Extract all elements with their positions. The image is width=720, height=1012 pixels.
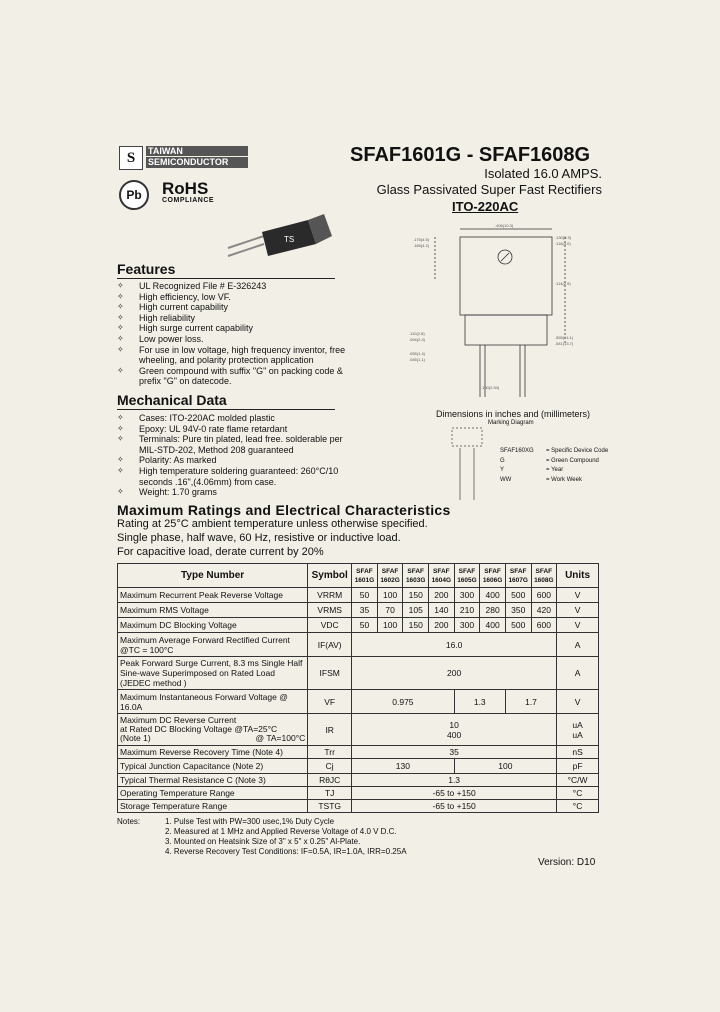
condition-text: For capacitive load, derate current by 20% xyxy=(117,546,324,558)
note-item: 1. Pulse Test with PW=300 usec,1% Duty Cycle xyxy=(165,817,335,826)
condition-text: Single phase, half wave, 60 Hz, resistive or inductive load. xyxy=(117,532,401,544)
header-type-number: Type Number xyxy=(118,564,308,588)
header-symbol: Symbol xyxy=(308,564,352,588)
note-item: 3. Mounted on Heatsink Size of 3" x 5" x 0.25" Al-Plate. xyxy=(165,837,361,846)
dimension-caption: Dimensions in inches and (millimeters) xyxy=(436,409,591,419)
table-row: Typical Thermal Resistance C (Note 3) RθJC 1.3 °C/W xyxy=(118,774,599,787)
table-row: Typical Junction Capacitance (Note 2) Cj 130 100 pF xyxy=(118,759,599,774)
svg-text:.100(2.54): .100(2.54) xyxy=(481,385,500,390)
svg-text:.114(2.9): .114(2.9) xyxy=(555,281,571,286)
list-item: ✧ Terminals: Pure tin plated, lead free. solderable per MIL-STD-202, Method 208 guaranteed xyxy=(117,434,357,455)
table-row: Maximum Recurrent Peak Reverse Voltage VRRM 50 100 150 200 300 400 500 600 V xyxy=(118,588,599,603)
svg-text:.406(10.3): .406(10.3) xyxy=(495,223,514,228)
brand-line1: TAIWAN xyxy=(146,146,248,156)
header-part: SFAF 1608G xyxy=(531,564,557,588)
list-item: ✧ High surge current capability xyxy=(117,323,357,334)
pb-free-icon: Pb xyxy=(119,180,149,210)
header-part: SFAF 1603G xyxy=(403,564,429,588)
rohs-title: RoHS xyxy=(162,179,209,198)
marking-row: Y = Year xyxy=(500,467,564,473)
list-item: ✧ Cases: ITO-220AC molded plastic xyxy=(117,413,357,424)
marking-row: SFAF160XG = Specific Device Code xyxy=(500,448,609,454)
marking-row: G = Green Compound xyxy=(500,457,599,464)
table-row: Maximum RMS Voltage VRMS 35 70 105 140 210 280 350 420 V xyxy=(118,603,599,618)
version-label: Version: D10 xyxy=(538,857,596,868)
part-range-title: SFAF1601G - SFAF1608G xyxy=(350,144,591,166)
header-part: SFAF 1604G xyxy=(429,564,455,588)
mechanical-list xyxy=(117,413,357,498)
brand-logo-icon: S xyxy=(119,146,143,170)
header-part: SFAF 1606G xyxy=(480,564,506,588)
table-row: Storage Temperature Range TSTG -65 to +150 °C xyxy=(118,800,599,813)
table-row: Maximum DC Blocking Voltage VDC 50 100 150 200 300 400 500 600 V xyxy=(118,618,599,633)
svg-text:.110(2.8): .110(2.8) xyxy=(409,331,425,336)
brand-line2: SEMICONDUCTOR xyxy=(146,157,248,168)
header-part: SFAF 1605G xyxy=(454,564,480,588)
svg-text:TS: TS xyxy=(284,235,295,244)
package-name: ITO-220AC xyxy=(452,199,519,214)
list-item: ✧ For use in low voltage, high frequency inventor, free wheeling, and polarity protection application xyxy=(117,345,357,366)
svg-text:.118(3.0): .118(3.0) xyxy=(555,241,571,246)
condition-text: Rating at 25°C ambient temperature unless otherwise specified. xyxy=(117,518,428,530)
list-item: ✧ High reliability xyxy=(117,313,357,324)
mechanical-title: Mechanical Data xyxy=(117,392,227,408)
features-title: Features xyxy=(117,261,176,277)
marking-legend xyxy=(500,447,608,485)
note-item: 4. Reverse Recovery Test Conditions: IF=0.5A, IR=1.0A, IRR=0.25A xyxy=(165,847,407,856)
svg-text:.175(4.5): .175(4.5) xyxy=(413,237,430,242)
features-rule xyxy=(117,278,335,279)
note-item: 2. Measured at 1 MHz and Applied Reverse Voltage of 4.0 V D.C. xyxy=(165,827,397,836)
svg-text:.555(14.1): .555(14.1) xyxy=(555,335,574,340)
header-part: SFAF 1602G xyxy=(377,564,403,588)
svg-text:.045(1.1): .045(1.1) xyxy=(409,357,426,362)
header-part: SFAF 1607G xyxy=(505,564,531,588)
table-row: Maximum DC Reverse Current at Rated DC Blocking Voltage @TA=25°C (Note 1) @ TA=100°C IR 10 400 uA uA xyxy=(118,714,599,746)
mechanical-rule xyxy=(117,409,335,410)
header-units: Units xyxy=(557,564,599,588)
list-item: ✧ Epoxy: UL 94V-0 rate flame retardant xyxy=(117,424,357,435)
header-part: SFAF 1601G xyxy=(352,564,378,588)
list-item: ✧ High efficiency, low VF. xyxy=(117,292,357,303)
list-item: ✧ Weight: 1.70 grams xyxy=(117,487,357,498)
subtitle-type: Glass Passivated Super Fast Rectifiers xyxy=(376,182,602,197)
marking-row: WW = Work Week xyxy=(500,476,582,483)
marking-caption: Marking Diagram xyxy=(488,420,534,426)
table-row: Maximum Average Forward Rectified Current @TC = 100°C IF(AV) 16.0 A xyxy=(118,633,599,657)
table-row: Peak Forward Surge Current, 8.3 ms Single Half Sine-wave Superimposed on Rated Load (JEDEC method ) IFSM 200 A xyxy=(118,657,599,690)
subtitle-current: Isolated 16.0 AMPS. xyxy=(484,166,602,181)
ratings-title: Maximum Ratings and Electrical Characteristics xyxy=(117,502,451,518)
marking-diagram-drawing xyxy=(448,426,488,502)
svg-text:.541(13.7): .541(13.7) xyxy=(555,341,574,346)
svg-text:.165(4.2): .165(4.2) xyxy=(413,243,430,248)
list-item: ✧ High current capability xyxy=(117,302,357,313)
list-item: ✧ Polarity: As marked xyxy=(117,455,357,466)
table-row: Operating Temperature Range TJ -65 to +150 °C xyxy=(118,787,599,800)
list-item: ✧ High temperature soldering guaranteed: 260°C/10 seconds .16",(4.06mm) from case. xyxy=(117,466,357,487)
package-photo-icon xyxy=(224,214,334,264)
list-item: ✧ Low power loss. xyxy=(117,334,357,345)
svg-text:.094(2.4): .094(2.4) xyxy=(409,337,426,342)
notes-label: Notes: xyxy=(117,817,141,826)
table-header-row xyxy=(118,564,599,588)
svg-text:.055(1.4): .055(1.4) xyxy=(409,351,426,356)
list-item: ✧ Green compound with suffix "G" on packing code & prefix "G" on datecode. xyxy=(117,366,357,387)
features-list xyxy=(117,281,357,387)
ratings-table xyxy=(117,563,599,813)
notes-block xyxy=(117,817,407,857)
table-row: Maximum Instantaneous Forward Voltage @ 16.0A VF 0.975 1.3 1.7 V xyxy=(118,690,599,714)
svg-text:.130(3.3): .130(3.3) xyxy=(555,235,572,240)
rohs-compliance: COMPLIANCE xyxy=(162,197,215,204)
list-item: ✧ UL Recognized File # E-326243 xyxy=(117,281,357,292)
table-row: Maximum Reverse Recovery Time (Note 4) Trr 35 nS xyxy=(118,746,599,759)
package-dimension-drawing xyxy=(405,219,605,405)
